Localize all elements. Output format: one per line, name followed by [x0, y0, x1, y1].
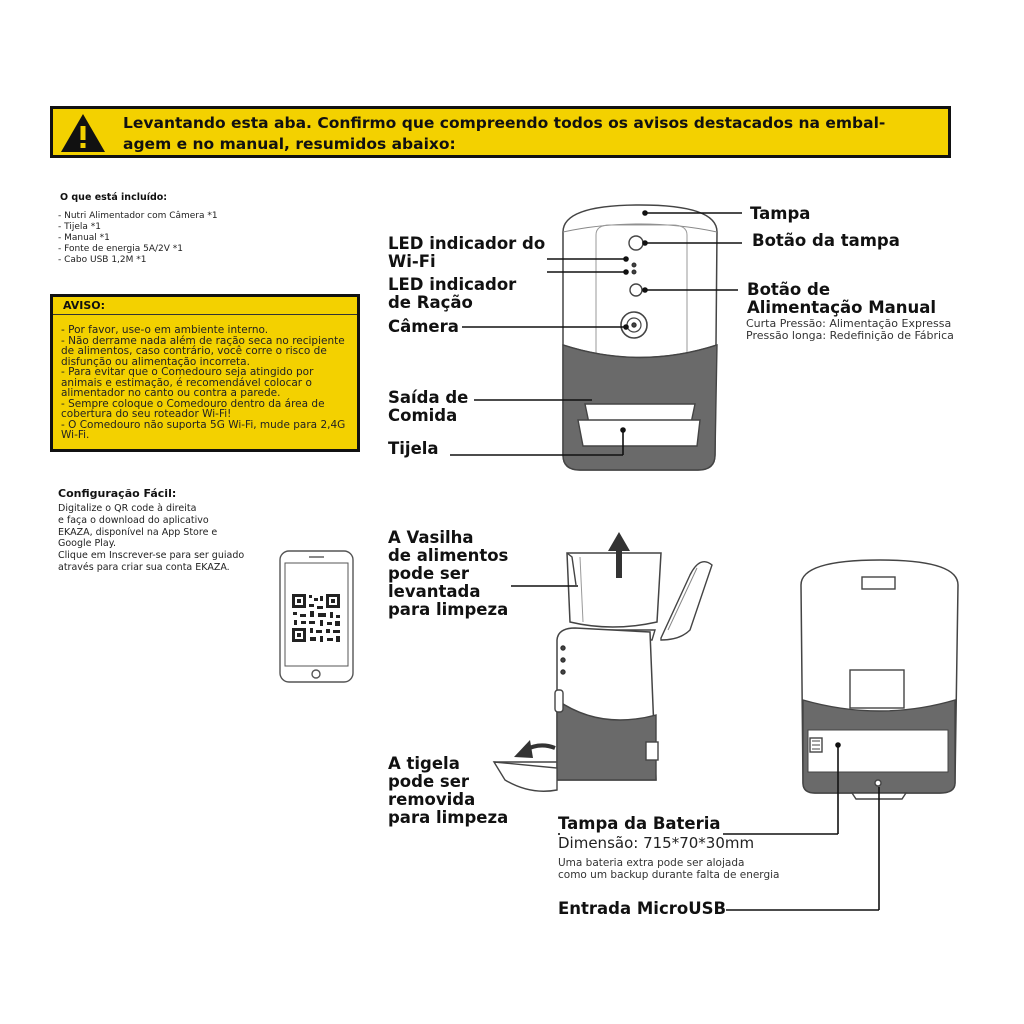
- label-botao-tampa: Botão da tampa: [752, 231, 900, 250]
- setup-line: EKAZA, disponível na App Store e: [58, 526, 218, 538]
- label-led-wifi: [388, 235, 545, 271]
- label-led-racao: [388, 276, 516, 312]
- label-saida: [388, 389, 468, 425]
- qr-code-icon: [291, 593, 341, 643]
- label-line: Comida: [388, 406, 458, 425]
- setup-line: através para criar sua conta EKAZA.: [58, 561, 230, 573]
- list-item: - Fonte de energia 5A/2V *1: [58, 244, 184, 254]
- list-item: - Cabo USB 1,2M *1: [58, 255, 147, 265]
- label-line: para limpeza: [388, 600, 509, 619]
- label-tampa-bateria: Tampa da Bateria: [558, 814, 721, 833]
- label-line: pode ser: [388, 772, 470, 791]
- label-line: A tigela: [388, 754, 460, 773]
- label-line: pode ser: [388, 564, 470, 583]
- setup-line: Google Play.: [58, 538, 116, 550]
- label-line: Saída de: [388, 388, 469, 407]
- label-line: A Vasilha: [388, 528, 474, 547]
- list-item: - Não derrame nada além de ração seca no recipiente de alimentos, caso contrário, você corre o risco de disfunção ou alimentação incorreta.: [61, 334, 345, 368]
- label-line: de Ração: [388, 293, 473, 312]
- list-item: - Manual *1: [58, 233, 110, 243]
- label-line: levantada: [388, 582, 481, 601]
- list-item: - Para evitar que o Comedouro seja atingido por animais e estimação, é recomendável colocar o alimentador no canto ou contra a parede.: [61, 366, 314, 399]
- brand-mark: EKAZA: [624, 350, 643, 356]
- label-tigela: [388, 755, 508, 827]
- banner-line-1: Levantando esta aba. Confirmo que compreendo todos os avisos destacados na embal-: [123, 114, 886, 132]
- feeder-front-illustration: [563, 205, 717, 470]
- setup-line: Clique em Inscrever-se para ser guiado: [58, 550, 245, 562]
- setup-line: e faça o download do aplicativo: [58, 514, 209, 526]
- aviso-title: AVISO:: [63, 299, 106, 312]
- label-line: Wi-Fi: [388, 252, 436, 271]
- list-item: - Tijela *1: [58, 222, 101, 232]
- label-pressao-longa: Pressão longa: Redefinição de Fábrica: [746, 329, 954, 342]
- feeder-back-illustration: [801, 560, 958, 799]
- label-camera: Câmera: [388, 317, 459, 336]
- label-line: Uma bateria extra pode ser alojada: [558, 857, 745, 869]
- label-vasilha: [388, 529, 508, 619]
- label-tampa: Tampa: [750, 204, 811, 223]
- list-item: - O Comedouro não suporta 5G Wi-Fi, mude para 2,4G Wi-Fi.: [61, 418, 346, 441]
- label-line: como um backup durante falta de energia: [558, 869, 780, 881]
- label-entrada-microusb: Entrada MicroUSB: [558, 899, 727, 918]
- label-dimensao: Dimensão: 715*70*30mm: [558, 834, 755, 852]
- label-tijela: Tijela: [388, 439, 439, 458]
- setup-line: Digitalize o QR code à direita: [58, 503, 197, 514]
- label-curta-pressao: Curta Pressão: Alimentação Expressa: [746, 317, 952, 330]
- label-botao-manual: [747, 281, 936, 317]
- label-line: para limpeza: [388, 808, 509, 827]
- label-line: Botão de: [747, 280, 831, 299]
- label-bateria-note: [558, 857, 779, 881]
- included-title: O que está incluído:: [60, 192, 168, 203]
- remove-arrow-icon: [514, 740, 555, 758]
- label-line: de alimentos: [388, 546, 509, 565]
- label-line: removida: [388, 790, 476, 809]
- setup-title: Configuração Fácil:: [58, 487, 177, 500]
- label-line: LED indicador do: [388, 234, 546, 253]
- list-item: - Sempre coloque o Comedouro dentro da área de cobertura do seu roteador Wi-Fi!: [61, 397, 325, 420]
- label-line: Alimentação Manual: [747, 298, 937, 317]
- list-item: - Nutri Alimentador com Câmera *1: [58, 211, 218, 221]
- label-line: LED indicador: [388, 275, 517, 294]
- list-item: - Por favor, use-o em ambiente interno.: [61, 324, 269, 336]
- banner-line-2: agem e no manual, resumidos abaixo:: [123, 135, 456, 153]
